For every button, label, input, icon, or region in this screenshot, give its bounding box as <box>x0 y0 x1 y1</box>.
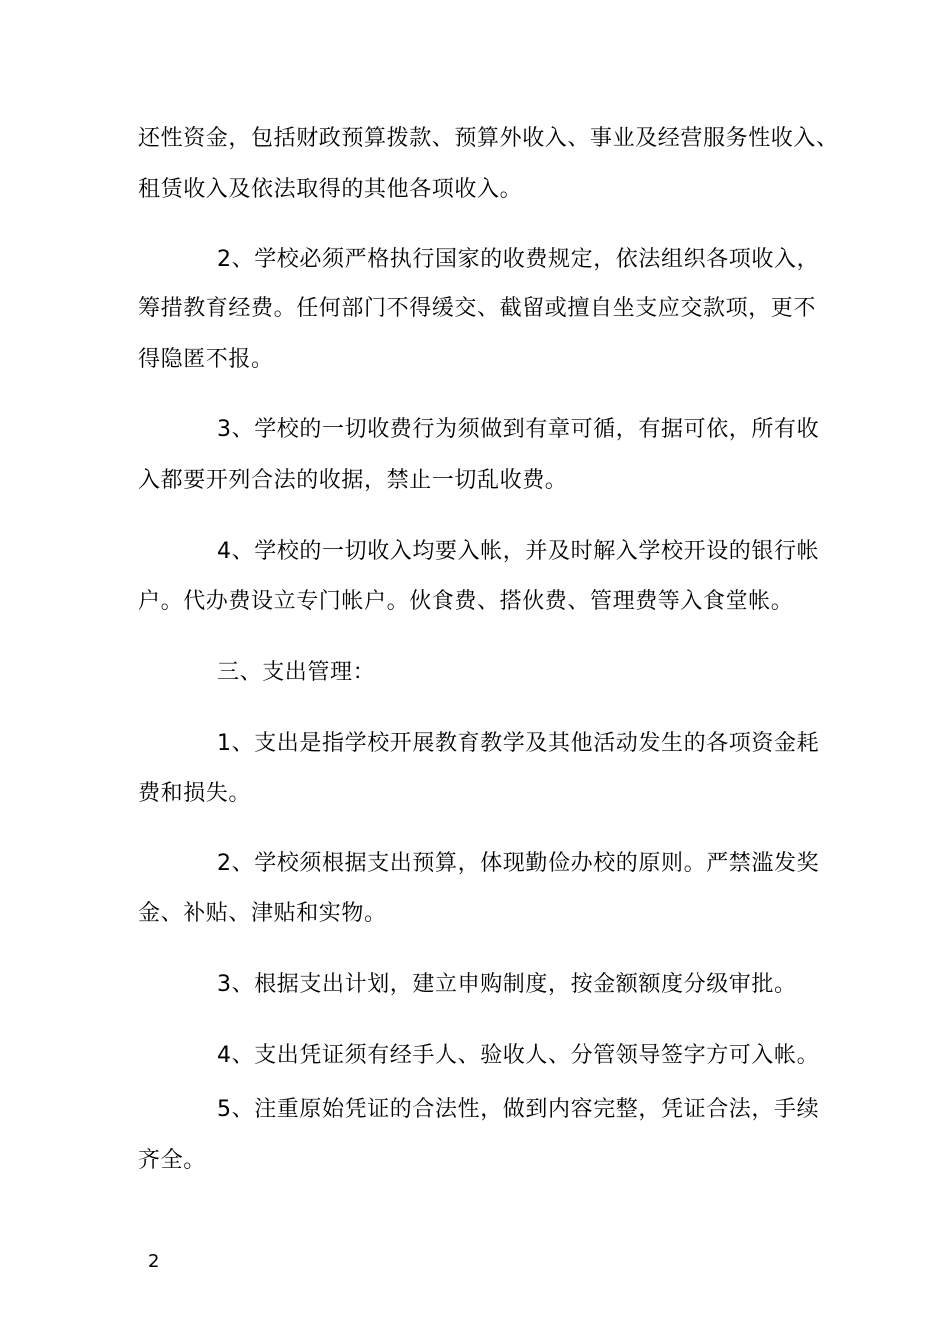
paragraph-2-line-3: 得隐匿不报。 <box>138 347 274 372</box>
paragraph-3-line-1: 3、学校的一切收费行为须做到有章可循，有据可依，所有收 <box>217 417 820 442</box>
page-number: 2 <box>148 1251 160 1272</box>
paragraph-6-line-1: 1、支出是指学校开展教育教学及其他活动发生的各项资金耗 <box>217 731 820 756</box>
paragraph-1-line-1: 还性资金，包括财政预算拨款、预算外收入、事业及经营服务性收入、 <box>138 126 839 151</box>
paragraph-10-line-2: 齐全。 <box>138 1148 206 1173</box>
paragraph-7-line-2: 金、补贴、津贴和实物。 <box>138 901 387 926</box>
paragraph-3-line-2: 入都要开列合法的收据，禁止一切乱收费。 <box>138 468 568 493</box>
paragraph-4-line-1: 4、学校的一切收入均要入帐，并及时解入学校开设的银行帐 <box>217 539 820 564</box>
section-heading-expenditure: 三、支出管理： <box>217 660 376 685</box>
paragraph-10-line-1: 5、注重原始凭证的合法性，做到内容完整，凭证合法，手续 <box>217 1097 820 1122</box>
paragraph-2-line-1: 2、学校必须严格执行国家的收费规定，依法组织各项收入， <box>217 247 820 272</box>
paragraph-9-line-1: 4、支出凭证须有经手人、验收人、分管领导签字方可入帐。 <box>217 1043 820 1068</box>
paragraph-1-line-2: 租赁收入及依法取得的其他各项收入。 <box>138 177 523 202</box>
paragraph-7-line-1: 2、学校须根据支出预算，体现勤俭办校的原则。严禁滥发奖 <box>217 851 820 876</box>
paragraph-6-line-2: 费和损失。 <box>138 781 252 806</box>
paragraph-2-line-2: 筹措教育经费。任何部门不得缓交、截留或擅自坐支应交款项，更不 <box>138 296 817 321</box>
paragraph-8-line-1: 3、根据支出计划，建立申购制度，按金额额度分级审批。 <box>217 972 797 997</box>
paragraph-4-line-2: 户。代办费设立专门帐户。伙食费、搭伙费、管理费等入食堂帐。 <box>138 589 794 614</box>
